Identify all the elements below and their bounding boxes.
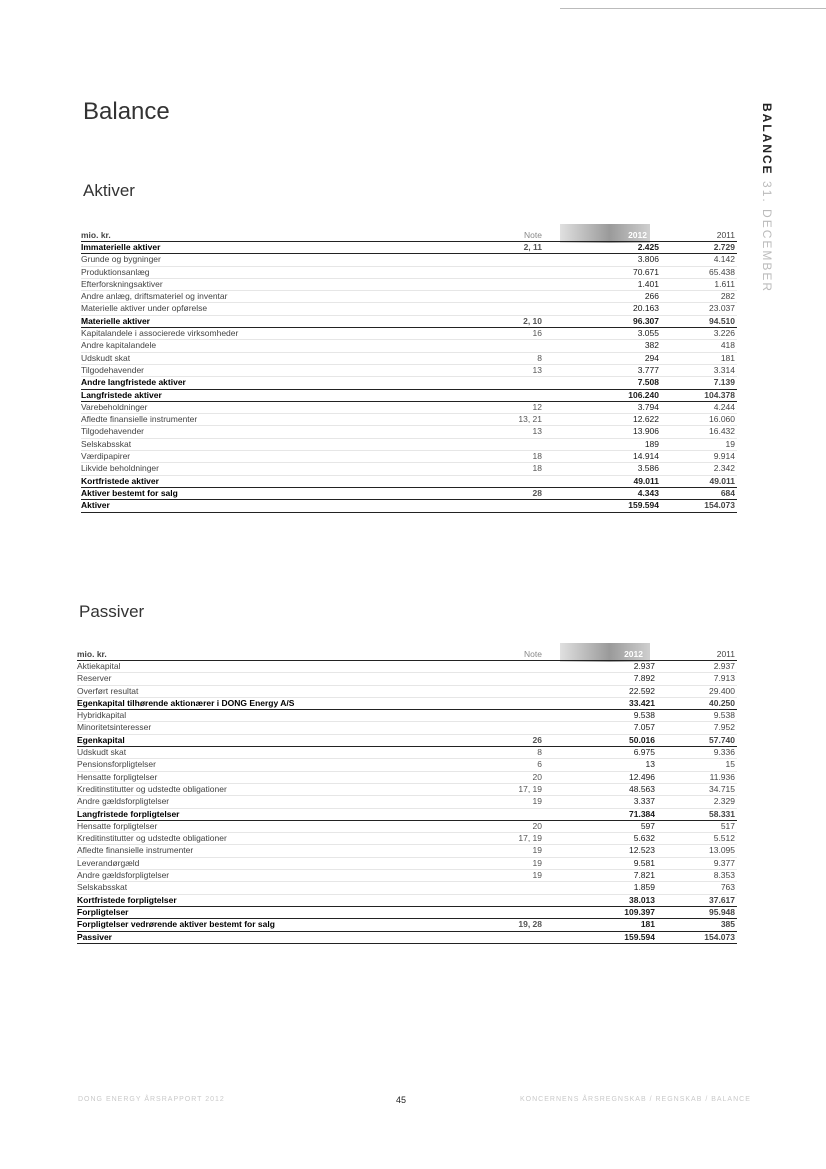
row-label: Kreditinstitutter og udstedte obligationer [77,783,227,794]
footer-left: DONG ENERGY ÅRSRAPPORT 2012 [78,1096,225,1103]
value-2012: 70.671 [633,266,659,277]
table-row [81,242,737,254]
value-2011: 763 [720,882,735,893]
side-section-label [752,103,774,303]
table-row [77,932,737,944]
value-2012: 7.508 [637,377,659,388]
table-row [81,353,737,365]
row-note: 13, 21 [518,414,542,425]
row-label: Hensatte forpligtelser [77,771,158,782]
row-label: Passiver [77,931,112,942]
row-label: Likvide beholdninger [81,463,159,474]
value-2012: 3.055 [637,328,659,339]
table-row [81,390,737,402]
value-2011: 181 [720,352,735,363]
value-2012: 9.538 [633,710,655,721]
value-2012: 38.013 [629,894,655,905]
row-label: Forpligtelser vedrørende aktiver bestemt for salg [77,919,275,930]
row-label: Andre langfristede aktiver [81,377,186,388]
value-2012: 12.523 [629,845,655,856]
value-2012: 159.594 [624,931,655,942]
table-row [77,661,737,673]
table-row [77,686,737,698]
value-2011: 49.011 [709,475,735,486]
value-2011: 34.715 [709,783,735,794]
row-label: Overført resultat [77,685,139,696]
row-label: Udskudt skat [77,747,127,758]
row-note: 18 [532,451,542,462]
table-row [77,747,737,759]
value-2012: 7.821 [633,870,655,881]
value-2012: 7.057 [633,722,655,733]
table-row [81,279,737,291]
value-2011: 9.377 [713,857,735,868]
assets-table [81,227,737,513]
row-note: 17, 19 [518,833,542,844]
value-2012: 597 [640,820,655,831]
value-2012: 96.307 [633,315,659,326]
value-2012: 106.240 [628,389,659,400]
value-2012: 49.011 [633,475,659,486]
row-label: Pensionsforpligtelser [77,759,156,770]
value-2012: 3.777 [637,364,659,375]
value-2012: 159.594 [628,500,659,511]
value-2011: 58.331 [709,808,735,819]
row-label: Hensatte forpligtelser [77,820,158,831]
value-2012: 33.421 [629,697,655,708]
table-header-row [77,646,737,661]
row-label: Efterforskningsaktiver [81,278,163,289]
table-row [77,673,737,685]
row-label: Aktiver [81,500,110,511]
row-label: Selskabsskat [81,438,132,449]
row-label: Værdipapirer [81,451,131,462]
value-2011: 8.353 [713,870,735,881]
row-note: 19 [532,857,542,868]
row-label: Leverandørgæld [77,857,140,868]
row-note: 13 [532,364,542,375]
row-label: Andre gældsforpligtelser [77,870,170,881]
value-2011: 2.342 [713,463,735,474]
table-row [81,414,737,426]
table-row [81,476,737,488]
table-row [81,463,737,475]
row-note: 12 [532,401,542,412]
value-2012: 14.914 [633,451,659,462]
value-2012: 181 [640,919,655,930]
row-note: 19 [532,870,542,881]
table-row [77,796,737,808]
table-row [77,882,737,894]
value-2011: 154.073 [704,931,735,942]
row-label: Kortfristede forpligtelser [77,894,177,905]
value-2012: 12.622 [633,414,659,425]
row-label: Grunde og bygninger [81,254,161,265]
value-2011: 2.937 [713,661,735,671]
value-2011: 19 [725,438,735,449]
value-2011: 37.617 [709,894,735,905]
row-label: Materielle aktiver under opførelse [81,303,208,314]
value-2011: 13.095 [709,845,735,856]
row-label: Afledte finansielle instrumenter [81,414,198,425]
liabilities-table [77,646,737,944]
side-label-sub: 31. DECEMBER [760,181,774,294]
row-label: Kortfristede aktiver [81,475,159,486]
value-2011: 94.510 [709,315,735,326]
value-2012: 9.581 [633,857,655,868]
row-label: Andre gældsforpligtelser [77,796,170,807]
table-row [81,500,737,512]
value-2011: 95.948 [709,906,735,917]
value-2011: 2.329 [713,796,735,807]
value-2011: 1.611 [714,278,735,289]
table-row [81,340,737,352]
value-2012: 20.163 [633,303,659,314]
value-2011: 3.314 [713,364,735,375]
table-row [81,451,737,463]
table-row [81,365,737,377]
value-2012: 109.397 [624,906,655,917]
row-note: 19 [532,845,542,856]
table-row [81,377,737,389]
unit-label: mio. kr. [81,230,111,240]
table-row [77,710,737,722]
value-2011: 684 [720,487,735,498]
row-label: Afledte finansielle instrumenter [77,845,194,856]
row-label: Hybridkapital [77,710,127,721]
row-label: Kreditinstitutter og udstedte obligationer [77,833,227,844]
table-row [81,254,737,266]
row-label: Andre kapitalandele [81,340,157,351]
row-note: 19 [532,796,542,807]
table-row [81,267,737,279]
value-2011: 7.952 [713,722,735,733]
value-2012: 50.016 [629,734,655,745]
row-label: Tilgodehavender [81,364,145,375]
table-row [77,784,737,796]
value-2011: 5.512 [713,833,735,844]
row-note: 28 [532,487,542,498]
table-row [81,488,737,500]
page-number: 45 [396,1095,407,1105]
table-row [77,722,737,734]
table-row [81,291,737,303]
value-2011: 16.432 [709,426,735,437]
value-2012: 12.496 [629,771,655,782]
table-row [77,821,737,833]
year-2011-header: 2011 [716,649,735,659]
value-2012: 7.892 [633,673,655,684]
table-row [77,895,737,907]
value-2012: 13.906 [633,426,659,437]
row-label: Langfristede aktiver [81,389,162,400]
table-row [77,858,737,870]
value-2012: 5.632 [633,833,655,844]
table-row [81,402,737,414]
value-2011: 57.740 [709,734,735,745]
value-2012: 3.337 [633,796,655,807]
row-label: Egenkapital [77,734,125,745]
value-2012: 3.794 [637,401,659,412]
value-2012: 189 [644,438,659,449]
row-note: 26 [532,734,542,745]
table-row [77,919,737,931]
value-2011: 2.729 [713,242,735,252]
table-row [77,735,737,747]
value-2012: 294 [644,352,659,363]
row-note: 2, 10 [523,315,542,326]
value-2012: 48.563 [629,783,655,794]
row-label: Materielle aktiver [81,315,150,326]
row-label: Minoritetsinteresser [77,722,152,733]
table-row [77,907,737,919]
row-note: 2, 11 [523,242,542,252]
value-2011: 7.139 [713,377,735,388]
value-2012: 1.859 [633,882,655,893]
row-label: Selskabsskat [77,882,128,893]
value-2011: 4.244 [713,401,735,412]
row-note: 20 [532,771,542,782]
row-label: Egenkapital tilhørende aktionærer i DONG Energy A/S [77,697,295,708]
value-2011: 65.438 [709,266,735,277]
row-note: 13 [532,426,542,437]
value-2011: 16.060 [709,414,735,425]
value-2012: 2.425 [637,242,659,252]
note-column-header: Note [524,649,542,659]
value-2011: 9.336 [713,747,735,758]
row-note: 19, 28 [518,919,542,930]
value-2012: 2.937 [633,661,655,671]
row-note: 16 [532,328,542,339]
value-2011: 418 [720,340,735,351]
row-label: Reserver [77,673,112,684]
value-2011: 104.378 [704,389,735,400]
row-label: Forpligtelser [77,906,129,917]
row-note: 20 [532,820,542,831]
row-note: 18 [532,463,542,474]
table-row [81,426,737,438]
value-2012: 3.806 [637,254,659,265]
table-row [81,439,737,451]
row-label: Immaterielle aktiver [81,242,161,252]
value-2011: 11.936 [709,771,735,782]
value-2012: 6.975 [633,747,655,758]
table-row [77,870,737,882]
value-2011: 9.914 [713,451,735,462]
row-label: Tilgodehavender [81,426,145,437]
table-row [77,698,737,710]
value-2012: 3.586 [637,463,659,474]
side-label-main: BALANCE [760,103,774,176]
value-2011: 154.073 [704,500,735,511]
row-label: Produktionsanlæg [81,266,150,277]
value-2012: 1.401 [637,278,659,289]
row-label: Kapitalandele i associerede virksomheder [81,328,239,339]
year-2011-header: 2011 [716,230,735,240]
table-row [81,328,737,340]
table-header-row [81,227,737,242]
footer-right: KONCERNENS ÅRSREGNSKAB / REGNSKAB / BALANCE [520,1096,751,1103]
row-note: 6 [537,759,542,770]
table-row [77,759,737,771]
assets-heading: Aktiver [83,181,135,200]
year-2012-header: 2012 [628,230,647,240]
liabilities-heading: Passiver [79,602,145,621]
row-label: Varebeholdninger [81,401,148,412]
value-2012: 382 [644,340,659,351]
value-2011: 15 [725,759,735,770]
unit-label: mio. kr. [77,649,107,659]
table-row [77,772,737,784]
row-label: Aktiekapital [77,661,121,671]
table-row [77,833,737,845]
value-2011: 7.913 [713,673,735,684]
row-note: 17, 19 [518,783,542,794]
table-row [77,809,737,821]
value-2012: 71.384 [629,808,655,819]
row-label: Aktiver bestemt for salg [81,487,178,498]
value-2011: 23.037 [709,303,735,314]
value-2011: 282 [720,291,735,302]
row-label: Udskudt skat [81,352,131,363]
year-2012-header: 2012 [624,649,643,659]
row-note: 8 [537,352,542,363]
note-column-header: Note [524,230,542,240]
top-rule [560,8,826,9]
value-2011: 4.142 [713,254,735,265]
row-note: 8 [537,747,542,758]
page-title: Balance [83,98,170,125]
value-2011: 29.400 [709,685,735,696]
value-2011: 517 [720,820,735,831]
value-2012: 266 [644,291,659,302]
row-label: Andre anlæg, driftsmateriel og inventar [81,291,228,302]
value-2011: 3.226 [713,328,735,339]
table-row [77,845,737,857]
value-2012: 4.343 [637,487,659,498]
row-label: Langfristede forpligtelser [77,808,180,819]
value-2012: 13 [645,759,655,770]
value-2011: 40.250 [709,697,735,708]
value-2011: 9.538 [713,710,735,721]
table-row [81,316,737,328]
value-2012: 22.592 [629,685,655,696]
table-row [81,303,737,315]
value-2011: 385 [720,919,735,930]
